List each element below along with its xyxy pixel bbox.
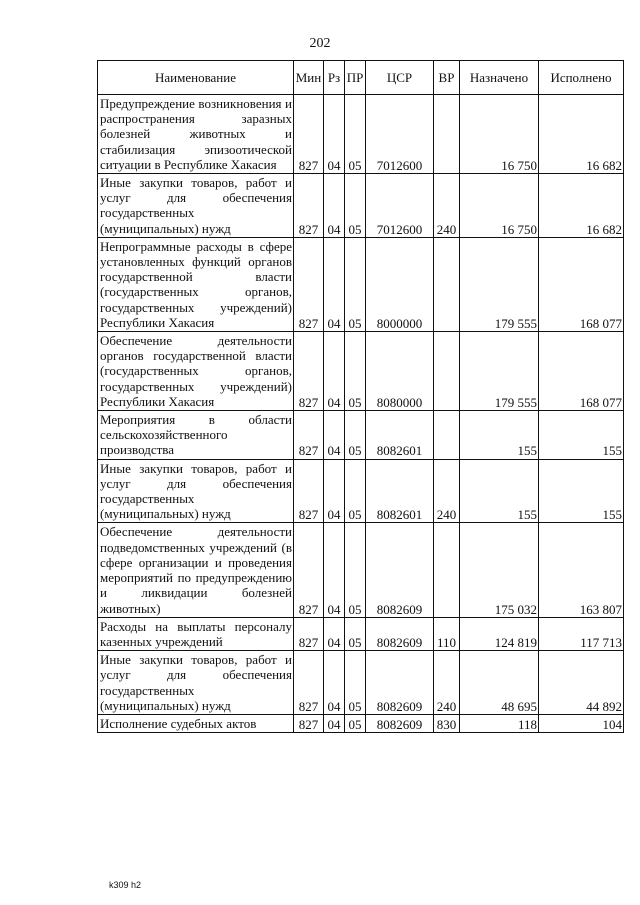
row-rz: 04 xyxy=(324,237,345,331)
page-number: 202 xyxy=(309,36,331,51)
row-executed: 44 892 xyxy=(539,651,624,715)
row-name: Обеспечение деятельности подведомственных учреждений (в сфере организации и проведения мероприятий по предупреждению и ликвидации болезней животных) xyxy=(98,523,294,617)
header-pr: ПР xyxy=(345,61,366,95)
row-planned: 155 xyxy=(460,411,539,460)
row-name: Расходы на выплаты персоналу казенных учреждений xyxy=(98,617,294,650)
row-name: Иные закупки товаров, работ и услуг для обеспечения государственных (муниципальных) нужд xyxy=(98,459,294,523)
header-min: Мин xyxy=(294,61,324,95)
row-planned: 124 819 xyxy=(460,617,539,650)
row-rz: 04 xyxy=(324,174,345,238)
row-executed: 104 xyxy=(539,714,624,732)
row-min: 827 xyxy=(294,332,324,411)
row-planned: 118 xyxy=(460,714,539,732)
header-rz: Рз xyxy=(324,61,345,95)
row-pr: 05 xyxy=(345,174,366,238)
header-vr: ВР xyxy=(434,61,460,95)
row-executed: 155 xyxy=(539,411,624,460)
row-vr xyxy=(434,237,460,331)
row-pr: 05 xyxy=(345,651,366,715)
row-pr: 05 xyxy=(345,237,366,331)
row-min: 827 xyxy=(294,237,324,331)
row-pr: 05 xyxy=(345,714,366,732)
row-csr: 8082609 xyxy=(366,651,434,715)
row-vr: 240 xyxy=(434,459,460,523)
row-planned: 175 032 xyxy=(460,523,539,617)
row-rz: 04 xyxy=(324,459,345,523)
row-name: Предупреждение возникновения и распространения заразных болезней животных и стабилизация эпизоотической ситуации в Республике Хакасия xyxy=(98,95,294,174)
row-pr: 05 xyxy=(345,95,366,174)
row-csr: 8082601 xyxy=(366,459,434,523)
row-csr: 8082609 xyxy=(366,523,434,617)
row-executed: 117 713 xyxy=(539,617,624,650)
row-vr: 830 xyxy=(434,714,460,732)
row-executed: 16 682 xyxy=(539,174,624,238)
row-vr: 110 xyxy=(434,617,460,650)
row-vr: 240 xyxy=(434,651,460,715)
budget-table xyxy=(97,60,624,733)
row-executed: 155 xyxy=(539,459,624,523)
row-rz: 04 xyxy=(324,714,345,732)
row-name: Иные закупки товаров, работ и услуг для обеспечения государственных (муниципальных) нужд xyxy=(98,174,294,238)
table-row xyxy=(98,95,624,174)
row-csr: 7012600 xyxy=(366,174,434,238)
header-row xyxy=(98,61,624,95)
row-min: 827 xyxy=(294,714,324,732)
row-csr: 8080000 xyxy=(366,332,434,411)
row-csr: 8082601 xyxy=(366,411,434,460)
row-name: Мероприятия в области сельскохозяйственного производства xyxy=(98,411,294,460)
row-min: 827 xyxy=(294,95,324,174)
row-min: 827 xyxy=(294,411,324,460)
row-planned: 16 750 xyxy=(460,95,539,174)
row-pr: 05 xyxy=(345,617,366,650)
row-name: Обеспечение деятельности органов государственной власти (государственных органов, государственных учреждений) Республики Хакасия xyxy=(98,332,294,411)
row-vr: 240 xyxy=(434,174,460,238)
row-rz: 04 xyxy=(324,411,345,460)
row-rz: 04 xyxy=(324,95,345,174)
row-rz: 04 xyxy=(324,523,345,617)
row-planned: 48 695 xyxy=(460,651,539,715)
row-name: Иные закупки товаров, работ и услуг для обеспечения государственных (муниципальных) нужд xyxy=(98,651,294,715)
table-row xyxy=(98,237,624,331)
table-row xyxy=(98,617,624,650)
header-name: Наименование xyxy=(98,61,294,95)
table-row xyxy=(98,332,624,411)
row-rz: 04 xyxy=(324,332,345,411)
row-planned: 16 750 xyxy=(460,174,539,238)
row-vr xyxy=(434,95,460,174)
row-csr: 8000000 xyxy=(366,237,434,331)
row-pr: 05 xyxy=(345,523,366,617)
table-row xyxy=(98,174,624,238)
table-row xyxy=(98,459,624,523)
header-planned: Назначено xyxy=(460,61,539,95)
row-min: 827 xyxy=(294,459,324,523)
table-row xyxy=(98,651,624,715)
table-row xyxy=(98,411,624,460)
row-vr xyxy=(434,332,460,411)
footer-code: k309 h2 xyxy=(109,880,142,890)
row-csr: 8082609 xyxy=(366,617,434,650)
row-min: 827 xyxy=(294,174,324,238)
table-row xyxy=(98,523,624,617)
row-executed: 16 682 xyxy=(539,95,624,174)
row-min: 827 xyxy=(294,617,324,650)
row-vr xyxy=(434,523,460,617)
row-planned: 155 xyxy=(460,459,539,523)
row-min: 827 xyxy=(294,651,324,715)
row-executed: 168 077 xyxy=(539,237,624,331)
row-pr: 05 xyxy=(345,459,366,523)
row-csr: 7012600 xyxy=(366,95,434,174)
table-row xyxy=(98,714,624,732)
header-csr: ЦСР xyxy=(366,61,434,95)
row-pr: 05 xyxy=(345,411,366,460)
row-pr: 05 xyxy=(345,332,366,411)
header-executed: Исполнено xyxy=(539,61,624,95)
row-rz: 04 xyxy=(324,617,345,650)
row-executed: 163 807 xyxy=(539,523,624,617)
row-name: Исполнение судебных актов xyxy=(98,714,294,732)
row-planned: 179 555 xyxy=(460,332,539,411)
row-name: Непрограммные расходы в сфере установленных функций органов государственной власти (государственных органов, государственных учреждений) Республики Хакасия xyxy=(98,237,294,331)
row-rz: 04 xyxy=(324,651,345,715)
row-csr: 8082609 xyxy=(366,714,434,732)
row-vr xyxy=(434,411,460,460)
row-min: 827 xyxy=(294,523,324,617)
row-executed: 168 077 xyxy=(539,332,624,411)
row-planned: 179 555 xyxy=(460,237,539,331)
